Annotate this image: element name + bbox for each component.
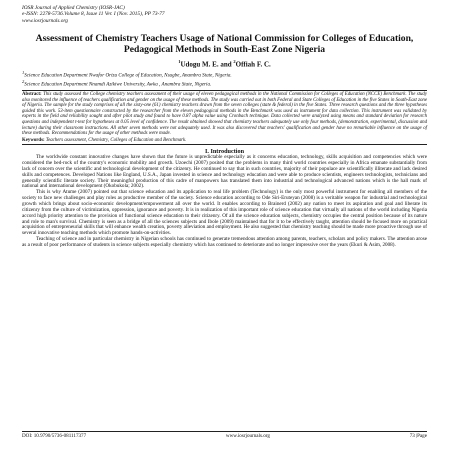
affiliation-1-sup: 1 <box>22 69 25 75</box>
abstract-body <box>22 92 427 136</box>
paper-title: Assessment of Chemistry Teachers Usage of National Commission for Colleges of Education, Pedagogical Methods in South-East Zone Nigeria <box>35 33 414 55</box>
author-1-sup: 1 <box>178 59 181 65</box>
abstract-text: This study assessed the College chemistry teachers assessment of their usage of eleven pedagogical methods in the National Commission for Colleges of Education (NCCE) Benchmark. The study also monitored the influence of teachers qualification and gender on the usage of these methods. The study was carried out in both Federal and State Colleges of Education in the five States in South-East zone of Nigeria. The sample for the study comprises of all the sixty-one (61) chemistry teachers drawn from the seven colleges (state & federal) in the five States. Three research questions and the three hypotheses guided this work. 53-item questionnaire constructed by the researcher from the eleven pedagogical methods in the Benchmark was used as instrument for data collection. This instrument was validated by experts in the field and reliability sought and after pilot study and found to have 0.87 alpha value using Cronbach technique. Data collected were analyzed using means and standard deviation for research questions and independent t-test for hypotheses at 0.05 level of confidence. The result obtained showed that chemistry teachers adequately use only four methods, (demonstration, experimental, discussion and lecture) during their classroom instructions. All other seven methods were not adequately used. It was also discovered that teachers' qualification and gender have no remarkable influence on the usage of these methods. Recommendations for the usage of other methods were made. <box>22 92 427 137</box>
keywords-text: Teachers assessment, Chemistry, Colleges of Education and Benchmark. <box>44 137 187 143</box>
journal-header <box>22 5 427 24</box>
affiliation-1 <box>22 70 427 79</box>
author-1: Udogu M. E. and <box>180 60 234 69</box>
paragraph: The worldwide constant innovative changes have shown that the future is unpredictable especially as it concerns education, technology, skills acquisition and competencies which were considered the bed-rock of the country's economic mobility and growth. Uzoechi (2007) posited that the problems in many third world countries especially in Africa emanate substantially from lack of concern over the scientific and technological development of the citizenry. He continued to say that in such countries, majority of their populace are scientifically illiterate and lack desired skills and competences. Developed Nations like England, U.S.A., Japan invested in science and technology education and were able to produce scientists, engineers technologists, technicians and generally scientific literate society. Their meaningful production of this cadre of manpowers has translated them into industrial and technological advanced nations which is the hall mark of national and international development (Okobukola; 2002). <box>22 154 427 190</box>
abstract-box <box>22 90 427 145</box>
author-2-sup: 2 <box>233 59 236 65</box>
journal-site: www.iosrjournals.org <box>22 17 68 24</box>
body-text <box>22 155 427 249</box>
affiliation-2 <box>22 79 427 88</box>
keywords-line <box>22 138 427 144</box>
section-heading: I. Introduction <box>204 148 245 156</box>
affiliation-2-text: Science Education Department Nnamdi Azikiwe University, Awka , Anambra State, Nigeria. <box>24 81 212 88</box>
page-footer <box>22 431 427 439</box>
authors <box>22 58 427 68</box>
paragraph: This is why Atume (2007) pointed out that science education and its application to real life problem (Technology) is the only most powerful instrument for enabling all members of the society to face new challenges and play roles as productive member of the society. Science education according to Ode Siri-Eruteyan (2008) is a veritable weapon for industrial and technological growth which brings about socio-economic development/empowerment all over the world. It enables according to Brainerd (2002) any nation to meet its aspiration and goal and liberate its citizenry from the culture of victimization, oppression, ignorance and poverty. It is in realization of this important role of science education that virtually all nations of the world including Nigeria accord high priority attention to the provision of functional science education to their citizenry. Of all the science education subjects, chemistry occupies the central position because of its nature and role to man's survival. Chemistry is seen as a bridge of all the sciences subjects and Ibole (2009) maintained that for it to be effectively taught, attention should be focused more on practical acquisition of entrepreneurial skills that will enhance wealth creation, poverty alleviation and employment. He also suggested that chemistry teaching should be made more proactive through use of several innovative teaching methods which promote hands-on-activities. <box>22 189 427 237</box>
paragraph: Teaching of science and in particular chemistry in Nigerian schools has continued to generate tremendous attention among parents, teachers, scholars and policy makers. The attention arose as a result of poor performance of students in science subjects especially chemistry which has continued to deteriorate and no longer impressive over the years (Ekuri & Asim, 2008). <box>22 236 427 248</box>
keywords-label: Keywords: <box>22 137 45 143</box>
journal-issn: e-ISSN: 2278-5736.Volume 8, Issue 11 Ver. I (Nov. 2015), PP 73-77 <box>22 11 165 18</box>
footer-site: www.iosrjournals.org <box>225 433 270 439</box>
author-2: Offiah F. C. <box>235 60 271 69</box>
affiliation-2-sup: 2 <box>22 78 25 84</box>
journal-name: IOSR Journal of Applied Chemistry (IOSR-JAC) <box>22 5 125 11</box>
footer-doi: DOI: 10.9790/5736-081117377 <box>22 433 87 439</box>
footer-page: 73 |Page <box>409 433 427 439</box>
affiliation-1-text: Science Education Department Nwafor Orizu College of Education, Nsugbe, Anambra State, Nigeria. <box>24 72 232 79</box>
abstract-label: Abstract: <box>22 92 42 98</box>
